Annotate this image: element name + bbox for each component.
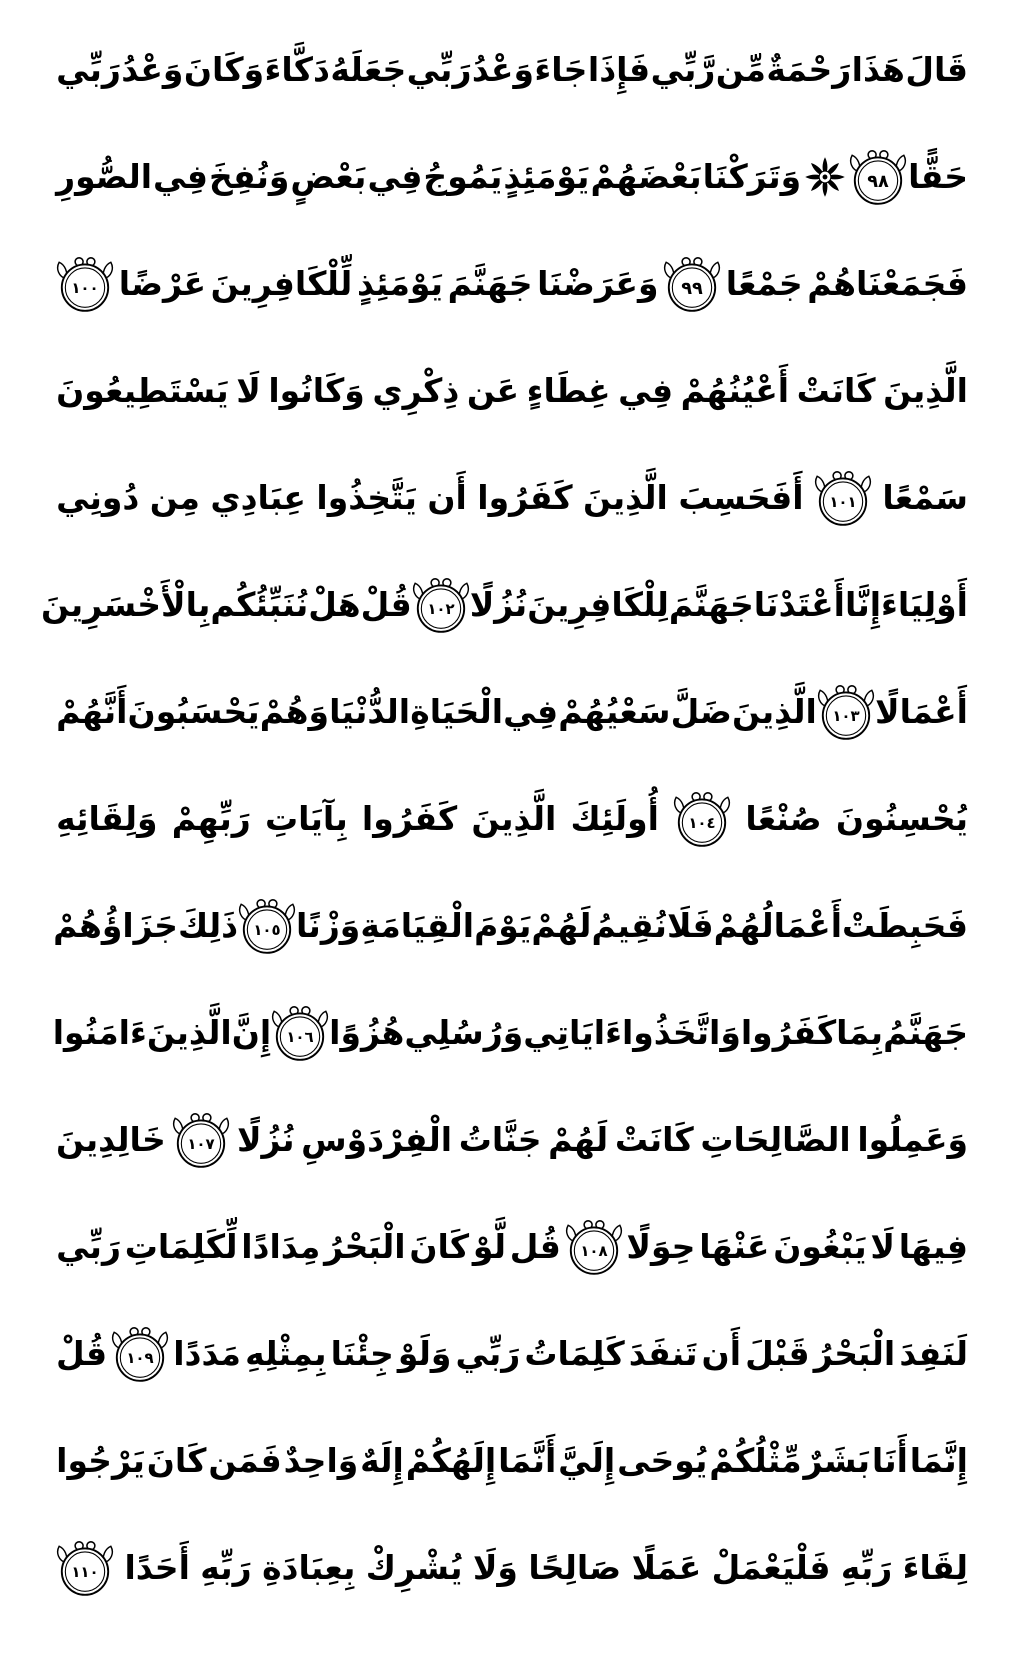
arabic-word: وَعَمِلُوا: [857, 1120, 968, 1159]
arabic-word: يُشْرِكْ: [365, 1548, 463, 1587]
arabic-word: يَوْمَئِذٍ: [503, 157, 590, 196]
arabic-word: رَبِّهِ: [200, 1548, 252, 1587]
arabic-word: أَن: [701, 1334, 742, 1373]
arabic-word: قُل: [509, 1227, 561, 1266]
ayah-marker-ornament: [172, 1111, 230, 1169]
arabic-word: أُولَئِكَ: [570, 799, 659, 838]
arabic-word: الصُّورِ: [56, 157, 153, 196]
arabic-word: رَحْمَةٌ: [766, 50, 852, 89]
arabic-word: وَعْدُ: [121, 50, 184, 89]
arabic-word: أَوْلِيَاءَ: [881, 585, 968, 624]
ayah-marker-ornament: [238, 897, 296, 955]
mushaf-line-1: [56, 16, 968, 123]
arabic-word: وَنُفِخَ: [208, 157, 290, 196]
arabic-word: جَهَنَّمَ: [447, 264, 533, 303]
arabic-word: لَّوْ: [472, 1227, 506, 1266]
arabic-word: الْفِرْدَوْسِ: [301, 1120, 453, 1159]
arabic-word: الَّذِينَ: [583, 478, 668, 517]
arabic-word: جَمْعًا: [725, 264, 803, 303]
arabic-word: هُزُوًا: [329, 1013, 405, 1052]
arabic-word: بِالْأَخْسَرِينَ: [41, 585, 211, 624]
arabic-word: وَعْدُ: [471, 50, 534, 89]
mushaf-line-4: [56, 337, 968, 444]
arabic-word: لَا: [870, 1227, 895, 1266]
arabic-word: إِلَهٌ: [360, 1441, 404, 1480]
ayah-marker-ornament: [673, 790, 731, 848]
arabic-word: مَدَدًا: [173, 1334, 241, 1373]
arabic-word: كَانَتْ: [796, 371, 876, 410]
arabic-word: الَّذِينَ: [883, 371, 968, 410]
arabic-word: أَعْمَالًا: [875, 692, 968, 731]
arabic-word: يَرْجُوا: [56, 1441, 145, 1480]
arabic-word: وَهُمْ: [259, 692, 329, 731]
arabic-word: الَّذِينَ: [732, 692, 817, 731]
arabic-word: كَفَرُوا: [740, 1013, 837, 1052]
arabic-word: بِمِثْلِهِ: [245, 1334, 327, 1373]
svg-text:١٠١: ١٠١: [829, 492, 857, 511]
svg-text:١١٠: ١١٠: [71, 1562, 99, 1581]
ayah-marker-١٠٠: [56, 255, 114, 313]
arabic-word: وَاحِدٌ: [283, 1441, 359, 1480]
ayah-marker-١٠٧: [172, 1111, 230, 1169]
arabic-word: جَعَلَهُ: [330, 50, 407, 89]
arabic-word: بَشَرٌ: [803, 1441, 870, 1480]
ayah-marker-ornament: [565, 1218, 623, 1276]
arabic-word: بِعِبَادَةِ: [262, 1548, 356, 1587]
arabic-word: فَلْيَعْمَلْ: [711, 1548, 831, 1587]
arabic-word: جِئْنَا: [330, 1334, 394, 1373]
arabic-word: يُوحَى: [617, 1441, 708, 1480]
arabic-word: لَنَفِدَ: [899, 1334, 968, 1373]
arabic-word: رَبِّي: [406, 50, 472, 89]
mushaf-line-6: [41, 551, 968, 658]
arabic-word: يَوْمَ: [474, 906, 532, 945]
arabic-word: يُحْسِنُونَ: [835, 799, 968, 838]
svg-text:١٠٣: ١٠٣: [832, 706, 860, 725]
svg-text:١٠٨: ١٠٨: [579, 1241, 608, 1260]
arabic-word: وَكَانُوا: [268, 371, 365, 410]
svg-text:١٠٠: ١٠٠: [71, 278, 99, 297]
arabic-word: لِّكَلِمَاتِ: [124, 1227, 238, 1266]
arabic-word: لِلْكَافِرِينَ: [527, 585, 669, 624]
arabic-word: بَعْضَهُمْ: [590, 157, 702, 196]
arabic-word: وَرُسُلِي: [404, 1013, 524, 1052]
arabic-word: الصَّالِحَاتِ: [700, 1120, 851, 1159]
arabic-word: كَانَ: [409, 1227, 470, 1266]
arabic-word: رَبِّي: [56, 50, 121, 89]
arabic-word: ءَايَاتِي: [523, 1013, 622, 1052]
arabic-word: فَإِذَا: [587, 50, 651, 89]
arabic-word: حِوَلًا: [626, 1227, 696, 1266]
ayah-marker-١٠٥: [238, 897, 296, 955]
ayah-marker-ornament: [271, 1004, 329, 1062]
arabic-word: إِنَّ: [231, 1013, 272, 1052]
ayah-marker-ornament: [814, 469, 872, 527]
arabic-word: فِي: [618, 371, 674, 410]
arabic-word: لَهُمْ: [531, 906, 592, 945]
mushaf-line-9: [53, 872, 968, 979]
arabic-word: لِقَاءَ: [902, 1548, 968, 1587]
arabic-word: نُقِيمُ: [591, 906, 667, 945]
arabic-word: كَلِمَاتُ: [524, 1334, 625, 1373]
arabic-word: مِن: [149, 478, 200, 517]
svg-text:١٠٥: ١٠٥: [253, 920, 281, 939]
ayah-marker-ornament: [56, 255, 114, 313]
arabic-word: أَعْيُنُهُمْ: [680, 371, 790, 410]
arabic-word: فِيهَا: [898, 1227, 968, 1266]
arabic-word: نُزُلًا: [236, 1120, 295, 1159]
arabic-word: وَزْنًا: [296, 906, 361, 945]
mushaf-line-8: [56, 765, 968, 872]
mushaf-line-14: [56, 1407, 968, 1514]
arabic-word: فِي: [503, 692, 559, 731]
mushaf-line-7: [56, 658, 968, 765]
ayah-marker-٩٨: [849, 148, 907, 206]
mushaf-line-3: [56, 230, 968, 337]
arabic-word: صَالِحًا: [528, 1548, 622, 1587]
rub-el-hizb-ornament: [802, 154, 848, 200]
arabic-word: يَحْسَبُونَ: [127, 692, 260, 731]
arabic-word: يَبْغُونَ: [773, 1227, 867, 1266]
arabic-word: ضَلَّ: [670, 692, 732, 731]
arabic-word: إِلَهُكُمْ: [405, 1441, 497, 1480]
ayah-marker-١٠٩: [111, 1325, 169, 1383]
arabic-word: ءَامَنُوا: [52, 1013, 147, 1052]
arabic-word: فِي: [153, 157, 208, 196]
arabic-word: أَحَدًا: [124, 1548, 190, 1587]
arabic-word: جَهَنَّمَ: [668, 585, 754, 624]
arabic-word: عَمَلًا: [631, 1548, 702, 1587]
arabic-word: فَمَن: [208, 1441, 282, 1480]
mushaf-line-10: [52, 979, 968, 1086]
arabic-word: أَفَحَسِبَ: [678, 478, 804, 517]
ayah-marker-١٠٤: [673, 790, 731, 848]
arabic-word: وَلَوْ: [397, 1334, 452, 1373]
ayah-marker-١٠٢: [412, 576, 470, 634]
arabic-word: كَفَرُوا: [477, 478, 573, 517]
arabic-word: الَّذِينَ: [471, 799, 557, 838]
arabic-word: رَبِّهِمْ: [171, 799, 251, 838]
ayah-marker-١٠٨: [565, 1218, 623, 1276]
arabic-word: خَالِدِينَ: [56, 1120, 166, 1159]
arabic-word: مِدَادًا: [241, 1227, 321, 1266]
svg-text:١٠٢: ١٠٢: [427, 599, 455, 618]
arabic-word: ذَلِكَ: [177, 906, 239, 945]
arabic-word: يَمُوجُ: [423, 157, 503, 196]
arabic-word: إِلَيَّ: [558, 1441, 616, 1480]
mushaf-line-2: [56, 123, 968, 230]
arabic-word: هَذَا: [851, 50, 905, 89]
arabic-word: جَزَاؤُهُمْ: [53, 906, 178, 945]
arabic-word: بَعْضٍ: [290, 157, 367, 196]
arabic-word: وَلِقَائِهِ: [56, 799, 158, 838]
svg-text:٩٩: ٩٩: [681, 278, 703, 299]
arabic-word: رَبِّهِ: [840, 1548, 893, 1587]
arabic-word: الدُّنْيَا: [329, 692, 411, 731]
arabic-word: قَبْلَ: [745, 1334, 810, 1373]
ayah-marker-ornament: [817, 683, 875, 741]
arabic-word: أَن: [427, 478, 467, 517]
ayah-marker-ornament: [412, 576, 470, 634]
arabic-word: لِّلْكَافِرِينَ: [210, 264, 353, 303]
arabic-word: عَرْضًا: [118, 264, 207, 303]
arabic-word: بِآيَاتِ: [264, 799, 348, 838]
arabic-word: وَلَا: [472, 1548, 518, 1587]
svg-text:١٠٩: ١٠٩: [126, 1348, 154, 1367]
arabic-word: أَعْمَالُهُمْ: [713, 906, 843, 945]
arabic-word: غِطَاءٍ: [526, 371, 611, 410]
arabic-word: دَكَّاءَ: [264, 50, 330, 89]
mushaf-line-13: [56, 1300, 968, 1407]
ayah-marker-ornament: [111, 1325, 169, 1383]
arabic-word: مِّثْلُكُمْ: [709, 1441, 802, 1480]
ayah-marker-٩٩: [663, 255, 721, 313]
arabic-word: صُنْعًا: [745, 799, 822, 838]
arabic-word: إِنَّا: [844, 585, 882, 624]
svg-text:١٠٧: ١٠٧: [187, 1134, 216, 1153]
mushaf-line-15: [56, 1514, 968, 1621]
arabic-word: وَتَرَكْنَا: [702, 157, 802, 196]
arabic-word: أَعْتَدْنَا: [753, 585, 845, 624]
arabic-word: قَالَ: [905, 50, 968, 89]
arabic-word: جَهَنَّمُ: [883, 1013, 968, 1052]
arabic-word: الَّذِينَ: [146, 1013, 232, 1052]
arabic-word: مِّن: [715, 50, 766, 89]
mushaf-line-12: [56, 1193, 968, 1300]
arabic-word: رَّبِّي: [650, 50, 716, 89]
svg-text:٩٨: ٩٨: [867, 171, 889, 192]
ayah-marker-ornament: [56, 1539, 114, 1597]
arabic-word: هَلْ: [308, 585, 361, 624]
svg-text:١٠٤: ١٠٤: [688, 813, 716, 832]
arabic-word: كَانَ: [146, 1441, 207, 1480]
arabic-word: لَا: [236, 371, 261, 410]
arabic-word: يَسْتَطِيعُونَ: [56, 371, 229, 410]
arabic-word: إِنَّمَا: [909, 1441, 968, 1480]
arabic-word: الْقِيَامَةِ: [360, 906, 475, 945]
arabic-word: أَنَا: [871, 1441, 908, 1480]
arabic-word: أَنَّمَا: [498, 1441, 557, 1480]
arabic-word: الْحَيَاةِ: [410, 692, 504, 731]
arabic-word: فَحَبِطَتْ: [842, 906, 968, 945]
svg-text:١٠٦: ١٠٦: [286, 1027, 314, 1046]
arabic-word: دُونِي: [56, 478, 140, 517]
arabic-word: جَنَّاتُ: [458, 1120, 542, 1159]
ayah-marker-ornament: [663, 255, 721, 313]
arabic-word: فَلَا: [666, 906, 714, 945]
ayah-marker-١١٠: [56, 1539, 114, 1597]
arabic-word: أَنَّهُمْ: [56, 692, 128, 731]
arabic-word: وَعَرَضْنَا: [537, 264, 659, 303]
rub-el-hizb-icon: [802, 154, 848, 200]
arabic-word: رَبِّي: [56, 1227, 121, 1266]
arabic-word: قُلْ: [56, 1334, 108, 1373]
arabic-word: عَنْهَا: [699, 1227, 770, 1266]
page-lines: [41, 16, 968, 1621]
arabic-word: فَجَمَعْنَاهُمْ: [807, 264, 968, 303]
arabic-word: سَمْعًا: [882, 478, 968, 517]
ayah-marker-ornament: [849, 148, 907, 206]
arabic-word: بِمَا: [836, 1013, 884, 1052]
arabic-word: وَاتَّخَذُوا: [621, 1013, 741, 1052]
arabic-word: يَتَّخِذُوا: [316, 478, 417, 517]
arabic-word: وَكَانَ: [183, 50, 265, 89]
arabic-word: يَوْمَئِذٍ: [356, 264, 443, 303]
ayah-marker-١٠١: [814, 469, 872, 527]
arabic-word: الْبَحْرُ: [324, 1227, 406, 1266]
arabic-word: ذِكْرِي: [372, 371, 460, 410]
arabic-word: كَانَتْ: [614, 1120, 694, 1159]
arabic-word: رَبِّي: [455, 1334, 521, 1373]
arabic-word: الْبَحْرُ: [813, 1334, 896, 1373]
arabic-word: عَن: [466, 371, 520, 410]
ayah-marker-١٠٦: [271, 1004, 329, 1062]
ayah-marker-١٠٣: [817, 683, 875, 741]
arabic-word: لَهُمْ: [548, 1120, 609, 1159]
arabic-word: كَفَرُوا: [361, 799, 458, 838]
arabic-word: نُزُلًا: [469, 585, 528, 624]
arabic-word: جَاءَ: [534, 50, 588, 89]
arabic-word: نُنَبِّئُكُم: [210, 585, 309, 624]
arabic-word: فِي: [367, 157, 423, 196]
mushaf-line-11: [56, 1086, 968, 1193]
arabic-word: تَنفَدَ: [628, 1334, 698, 1373]
mushaf-line-5: [56, 444, 968, 551]
arabic-word: حَقًّا: [908, 157, 968, 196]
arabic-word: قُلْ: [360, 585, 412, 624]
arabic-word: عِبَادِي: [210, 478, 306, 517]
arabic-word: سَعْيُهُمْ: [558, 692, 671, 731]
